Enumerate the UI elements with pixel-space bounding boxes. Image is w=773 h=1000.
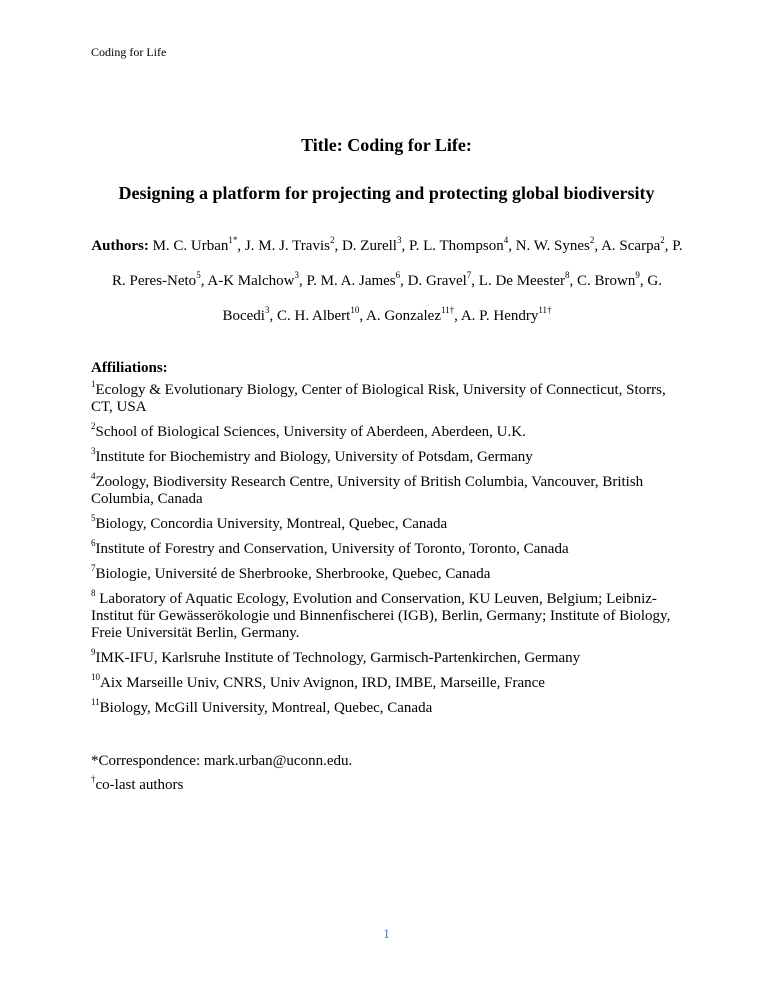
author-affiliation-mark: 2	[329, 235, 335, 245]
page-number: 1	[383, 926, 390, 941]
affiliation-text: IMK-IFU, Karlsruhe Institute of Technology, Garmisch-Partenkirchen, Germany	[95, 650, 581, 666]
affiliation-item	[91, 513, 683, 533]
affiliation-text: Institute for Biochemistry and Biology, University of Potsdam, Germany	[95, 449, 533, 465]
author-separator: ,	[594, 238, 602, 254]
author-separator: ,	[237, 238, 245, 254]
author-affiliation-mark: 9	[635, 270, 640, 280]
affiliation-number: 4	[91, 471, 96, 481]
author-affiliation-mark: 2	[660, 235, 665, 245]
running-header: Coding for Life	[91, 45, 167, 59]
affiliation-item	[91, 672, 683, 692]
affiliation-item	[91, 471, 683, 508]
affiliation-text: Biology, McGill University, Montreal, Quebec, Canada	[99, 700, 433, 716]
author-separator: ,	[400, 273, 408, 289]
author-name: C. H. Albert	[276, 308, 351, 324]
affiliation-text: Biologie, Université de Sherbrooke, Sherbrooke, Quebec, Canada	[95, 566, 491, 582]
author-affiliation-mark: 11†	[538, 305, 552, 315]
author-affiliation-mark: 6	[395, 270, 401, 280]
affiliation-number: 5	[91, 513, 96, 523]
affiliation-item	[91, 538, 683, 558]
author-affiliation-mark: 11†	[440, 305, 455, 315]
affiliation-number: 11	[91, 697, 100, 707]
author-affiliation-mark: 3	[396, 235, 402, 245]
author-separator: ,	[298, 273, 307, 289]
co-last-text: co-last authors	[95, 777, 184, 793]
author-affiliation-mark: 10	[350, 305, 360, 315]
affiliation-item	[91, 647, 683, 667]
affiliation-number: 1	[91, 379, 96, 389]
affiliations-heading: Affiliations:	[91, 360, 168, 376]
author-name: D. Gravel	[407, 273, 467, 289]
author-list	[91, 229, 683, 334]
affiliation-text: Ecology & Evolutionary Biology, Center of Biological Risk, University of Connecticut, Storrs, CT, USA	[91, 382, 666, 415]
author-name: N. W. Synes	[515, 238, 590, 254]
author-affiliation-mark: 3	[264, 305, 270, 315]
author-name: A. Scarpa	[601, 238, 661, 254]
author-affiliation-mark: 5	[196, 270, 201, 280]
author-affiliation-mark: 7	[466, 270, 472, 280]
affiliation-item	[91, 697, 683, 717]
author-separator: ,	[508, 238, 516, 254]
author-affiliation-mark: 1*	[228, 235, 238, 245]
author-separator: ,	[200, 273, 208, 289]
author-name: G. Bocedi	[222, 273, 662, 324]
affiliations-list	[91, 379, 683, 725]
author-name: P. L. Thompson	[408, 238, 504, 254]
author-separator: ,	[639, 273, 648, 289]
affiliation-text: Laboratory of Aquatic Ecology, Evolution and Conservation, KU Leuven, Belgium; Leibniz-Institut für Gewässerökologie und Binnenfischerei (IGB), Berlin, Germany; Institute of Biology, Freie Universität Berlin, Germany.	[91, 591, 671, 641]
affiliation-number: 7	[91, 563, 96, 573]
author-name: P. M. A. James	[306, 273, 396, 289]
affiliation-text: Institute of Forestry and Conservation, University of Toronto, Toronto, Canada	[95, 541, 569, 557]
affiliation-item	[91, 421, 683, 441]
affiliation-number: 9	[91, 647, 96, 657]
affiliation-number: 6	[91, 538, 96, 548]
author-separator: ,	[401, 238, 409, 254]
author-name: C. Brown	[577, 273, 636, 289]
author-affiliation-mark: 3	[294, 270, 299, 280]
author-separator: ,	[471, 273, 479, 289]
paper-title: Title: Coding for Life:	[301, 135, 472, 155]
author-affiliation-mark: 8	[565, 270, 570, 280]
author-separator: ,	[454, 308, 461, 324]
co-last-note	[91, 776, 183, 794]
author-name: M. C. Urban	[152, 238, 229, 254]
author-name: D. Zurell	[341, 238, 397, 254]
affiliation-item	[91, 446, 683, 466]
affiliation-item	[91, 563, 683, 583]
author-affiliation-mark: 2	[589, 235, 595, 245]
affiliation-number: 8	[91, 588, 96, 598]
author-separator: ,	[269, 308, 277, 324]
author-affiliation-mark: 4	[503, 235, 509, 245]
paper-subtitle: Designing a platform for projecting and protecting global biodiversity	[118, 183, 655, 203]
author-separator: ,	[359, 308, 367, 324]
authors-label: Authors:	[91, 238, 149, 254]
affiliation-text: Aix Marseille Univ, CNRS, Univ Avignon, IRD, IMBE, Marseille, France	[100, 675, 545, 691]
author-name: J. M. J. Travis	[244, 238, 330, 254]
affiliation-number: 3	[91, 446, 96, 456]
correspondence: *Correspondence: mark.urban@uconn.edu.	[91, 753, 353, 769]
affiliation-text: School of Biological Sciences, University of Aberdeen, Aberdeen, U.K.	[95, 424, 526, 440]
author-names	[112, 235, 683, 324]
affiliation-number: 2	[91, 421, 96, 431]
dagger-mark: †	[91, 774, 96, 784]
affiliation-text: Biology, Concordia University, Montreal, Quebec, Canada	[95, 516, 448, 532]
affiliation-item	[91, 588, 683, 642]
author-name: A. Gonzalez	[366, 308, 441, 324]
author-name: L. De Meester	[478, 273, 566, 289]
affiliation-number: 10	[91, 672, 100, 682]
author-name: P. R. Peres-Neto	[112, 238, 683, 289]
affiliation-text: Zoology, Biodiversity Research Centre, University of British Columbia, Vancouver, British Columbia, Canada	[91, 474, 644, 507]
author-name: A. P. Hendry	[460, 308, 539, 324]
affiliation-item	[91, 379, 683, 416]
author-separator: ,	[569, 273, 578, 289]
author-separator: ,	[334, 238, 342, 254]
author-name: A-K Malchow	[207, 273, 295, 289]
author-separator: ,	[664, 238, 673, 254]
